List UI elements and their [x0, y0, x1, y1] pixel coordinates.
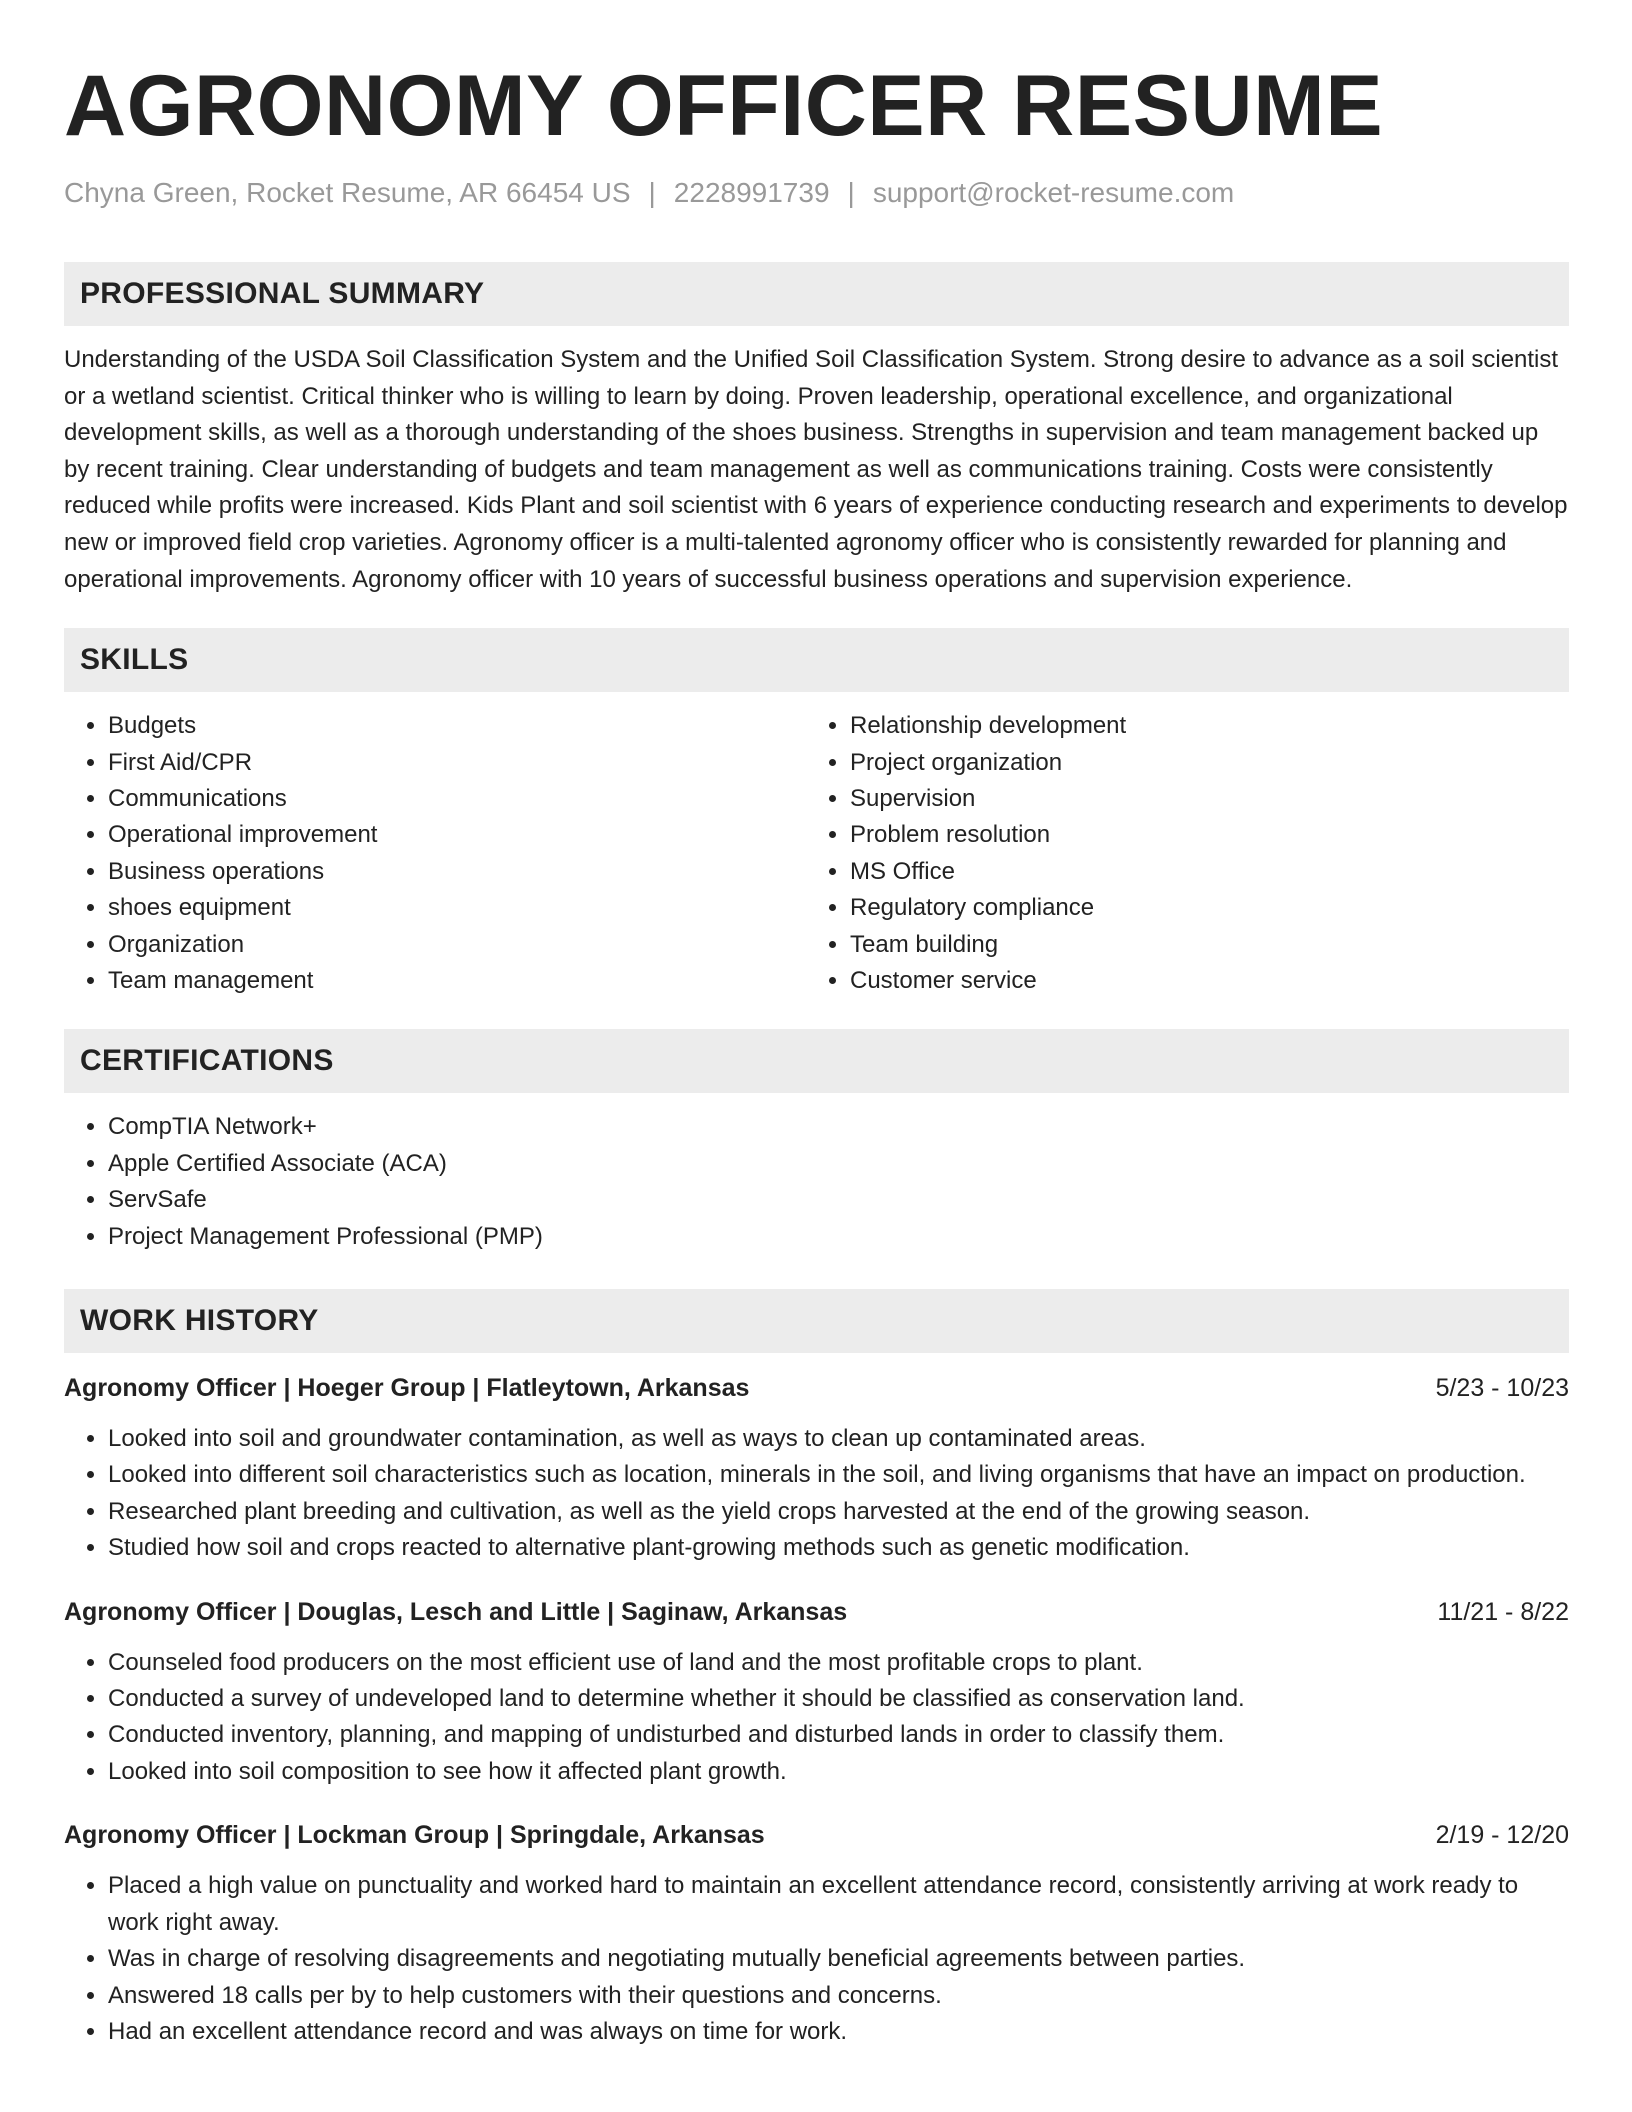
- section-heading-work-history: WORK HISTORY: [64, 1289, 1569, 1353]
- contact-address: Chyna Green, Rocket Resume, AR 66454 US: [64, 177, 631, 208]
- skill-item: • Customer service: [850, 963, 1569, 999]
- job-bullet: • Conducted a survey of undeveloped land to determine whether it should be classified as conservation land.: [108, 1681, 1569, 1717]
- skills-list: [64, 708, 1569, 999]
- skill-item: • First Aid/CPR: [108, 745, 806, 781]
- skills-column-right: [806, 708, 1569, 999]
- job-bullet: • Conducted inventory, planning, and mapping of undisturbed and disturbed lands in order to classify them.: [108, 1717, 1569, 1753]
- skill-item: • Business operations: [108, 854, 806, 890]
- job-bullets: [64, 1645, 1569, 1791]
- summary-text: Understanding of the USDA Soil Classification System and the Unified Soil Classification System. Strong desire to advance as a soil scientist or a wetland scientist. Critical thinker who is willing to learn by doing. Proven leadership, operational excellence, and organizational development skills, as well as a thorough understanding of the shoes business. Strengths in supervision and team management backed up by recent training. Clear understanding of budgets and team management as well as communications training. Costs were consistently reduced while profits were increased. Kids Plant and soil scientist with 6 years of experience conducting research and experiments to develop new or improved field crop varieties. Agronomy officer is a multi-talented agronomy officer who is consistently rewarded for planning and operational improvements. Agronomy officer with 10 years of successful business operations and supervision experience.: [64, 346, 1568, 593]
- job-bullet: • Was in charge of resolving disagreements and negotiating mutually beneficial agreements between parties.: [108, 1941, 1569, 1977]
- skill-item: • Problem resolution: [850, 817, 1569, 853]
- skill-item: • Supervision: [850, 781, 1569, 817]
- contact-phone: 2228991739: [673, 177, 830, 208]
- skill-item: • Team management: [108, 963, 806, 999]
- skill-item: • Communications: [108, 781, 806, 817]
- job-bullets: [64, 1868, 1569, 2050]
- certification-item: • CompTIA Network+: [108, 1109, 1569, 1145]
- job-entry: [64, 1595, 1569, 1791]
- contact-email[interactable]: support@rocket-resume.com: [872, 177, 1235, 208]
- job-bullet: • Researched plant breeding and cultivation, as well as the yield crops harvested at the end of the growing season.: [108, 1494, 1569, 1530]
- job-bullet: • Answered 18 calls per by to help customers with their questions and concerns.: [108, 1978, 1569, 2014]
- contact-line: [64, 176, 1569, 210]
- job-bullet: • Studied how soil and crops reacted to alternative plant-growing methods such as genetic modification.: [108, 1530, 1569, 1566]
- skills-column-left: [64, 708, 806, 999]
- skill-item: • MS Office: [850, 854, 1569, 890]
- job-dates: 5/23 - 10/23: [1435, 1374, 1569, 1403]
- job-header: [64, 1595, 1569, 1629]
- skill-item: • Regulatory compliance: [850, 890, 1569, 926]
- job-header: [64, 1371, 1569, 1405]
- page-title: AGRONOMY OFFICER RESUME: [64, 58, 1384, 154]
- contact-separator: |: [847, 177, 855, 208]
- section-heading-certifications: CERTIFICATIONS: [64, 1029, 1569, 1093]
- skill-item: • Relationship development: [850, 708, 1569, 744]
- job-entry: [64, 1818, 1569, 2050]
- skill-item: • shoes equipment: [108, 890, 806, 926]
- skill-item: • Budgets: [108, 708, 806, 744]
- job-entry: [64, 1371, 1569, 1567]
- skill-item: • Operational improvement: [108, 817, 806, 853]
- job-dates: 2/19 - 12/20: [1435, 1821, 1569, 1850]
- skill-item: • Team building: [850, 927, 1569, 963]
- job-bullet: • Placed a high value on punctuality and worked hard to maintain an excellent attendance record, consistently arriving at work ready to work right away.: [108, 1868, 1569, 1941]
- job-bullet: • Counseled food producers on the most efficient use of land and the most profitable crops to plant.: [108, 1645, 1569, 1681]
- certifications-list: [64, 1109, 1569, 1255]
- section-heading-summary: PROFESSIONAL SUMMARY: [64, 262, 1569, 326]
- job-bullet: • Looked into different soil characteristics such as location, minerals in the soil, and living organisms that have an impact on production.: [108, 1457, 1569, 1493]
- job-title: Agronomy Officer | Douglas, Lesch and Little | Saginaw, Arkansas: [64, 1597, 848, 1626]
- job-title: Agronomy Officer | Hoeger Group | Flatleytown, Arkansas: [64, 1374, 750, 1403]
- job-dates: 11/21 - 8/22: [1437, 1597, 1569, 1626]
- job-header: [64, 1818, 1569, 1852]
- job-bullet: • Had an excellent attendance record and was always on time for work.: [108, 2014, 1569, 2050]
- certification-item: • Apple Certified Associate (ACA): [108, 1146, 1569, 1182]
- certification-item: • Project Management Professional (PMP): [108, 1219, 1569, 1255]
- skill-item: • Organization: [108, 927, 806, 963]
- job-title: Agronomy Officer | Lockman Group | Springdale, Arkansas: [64, 1821, 765, 1850]
- certification-item: • ServSafe: [108, 1182, 1569, 1218]
- job-bullets: [64, 1421, 1569, 1567]
- contact-separator: |: [648, 177, 656, 208]
- section-heading-skills: SKILLS: [64, 628, 1569, 692]
- job-bullet: • Looked into soil and groundwater contamination, as well as ways to clean up contaminated areas.: [108, 1421, 1569, 1457]
- job-bullet: • Looked into soil composition to see how it affected plant growth.: [108, 1754, 1569, 1790]
- skill-item: • Project organization: [850, 745, 1569, 781]
